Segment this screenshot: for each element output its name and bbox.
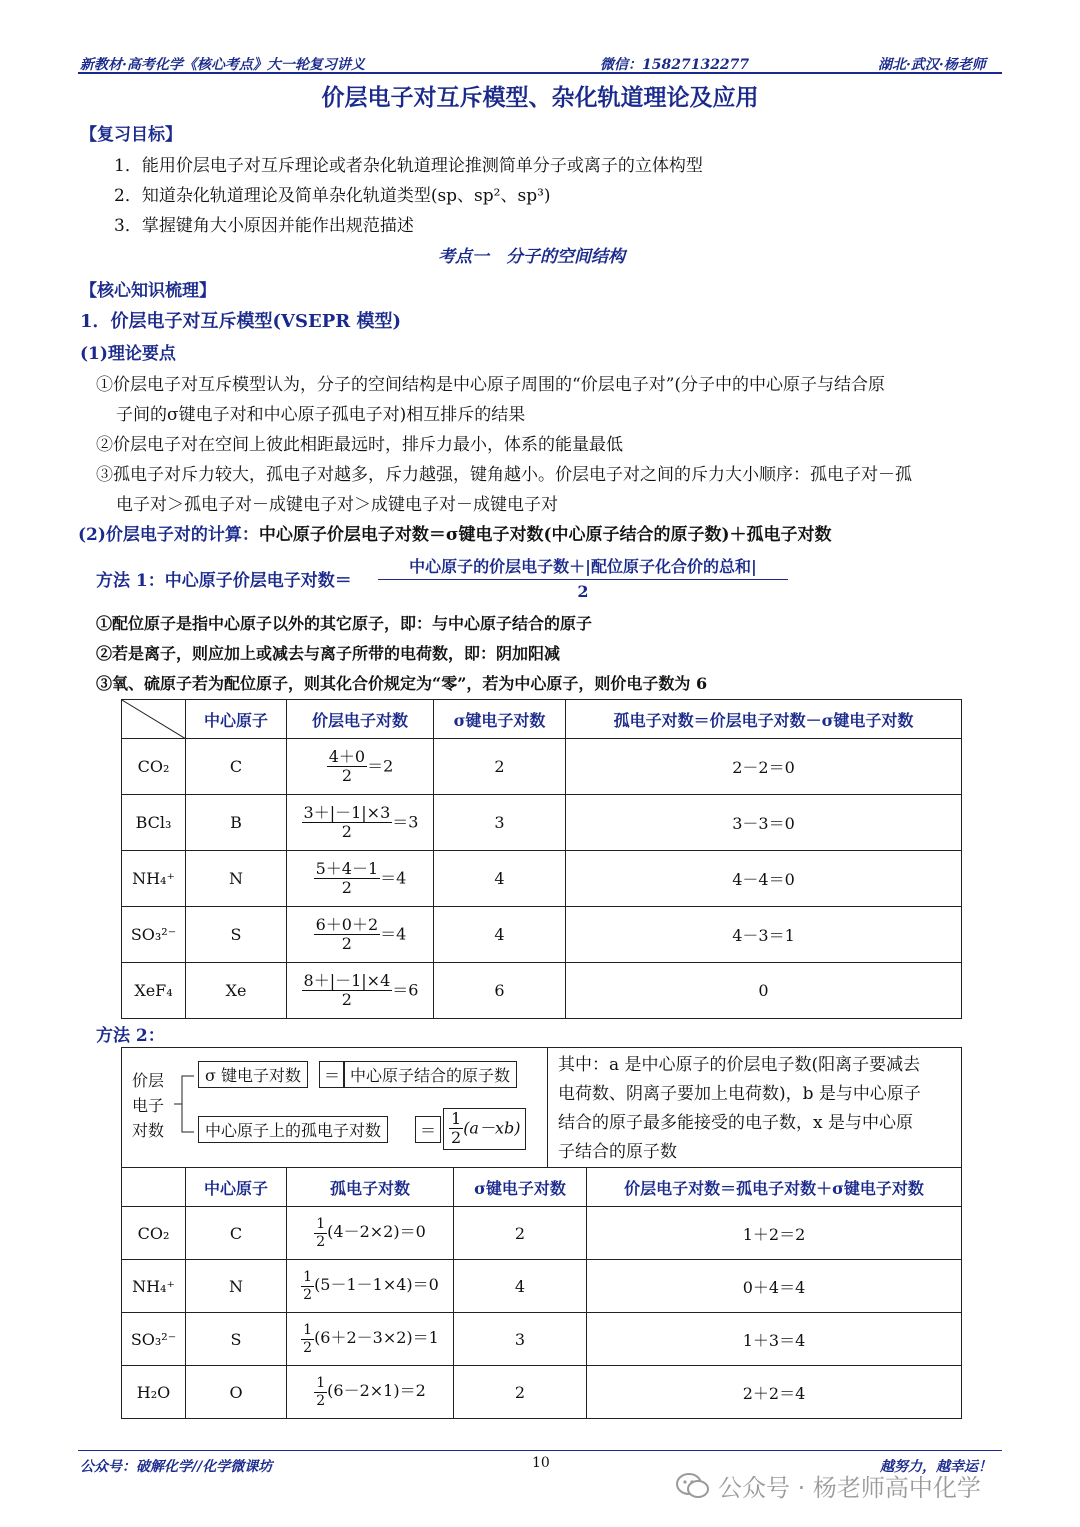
- method-1-numerator: 中心原子的价层电子数＋|配位原子化合价的总和|: [378, 554, 788, 580]
- note-line-4: 子结合的原子数: [558, 1142, 677, 1162]
- total-cell: 1＋3＝4: [587, 1313, 962, 1366]
- rule-3: ③氧、硫原子若为配位原子，则其化合价规定为“零”，若为中心原子，则价电子数为 6: [96, 674, 708, 693]
- table-row: [122, 963, 962, 1019]
- frac-numerator: 8＋|－1|×4: [303, 970, 391, 990]
- molecule-cell: NH₄⁺: [122, 1260, 186, 1313]
- total-cell: 1＋2＝2: [587, 1207, 962, 1260]
- frac-numerator: 1: [316, 1216, 326, 1233]
- table-header-row: [122, 700, 962, 739]
- col-header-lone-pairs: 孤电子对数: [287, 1168, 454, 1207]
- kaodian-heading: 考点一 分子的空间结构: [438, 247, 625, 267]
- subsection-1-title: (1)理论要点: [80, 344, 176, 364]
- review-heading: 【复习目标】: [80, 125, 182, 145]
- valence-calc-cell: [287, 739, 434, 795]
- footer-right: 越努力，越幸运！: [880, 1459, 992, 1475]
- sigma-cell: 3: [454, 1313, 587, 1366]
- lone-calc-cell: [287, 1313, 454, 1366]
- molecule-cell: SO₃²⁻: [122, 1313, 186, 1366]
- table-row: [122, 1366, 962, 1419]
- center-atoms-box: 中心原子结合的原子数: [343, 1061, 517, 1088]
- footer-left: 公众号：破解化学//化学微课坊: [80, 1459, 273, 1475]
- method-1-denominator: 2: [577, 582, 589, 601]
- sigma-cell: 4: [454, 1260, 587, 1313]
- col-header-lone-pairs: 孤电子对数＝价层电子对数－σ键电子对数: [566, 700, 962, 739]
- table-row: [122, 851, 962, 907]
- sigma-cell: 6: [434, 963, 566, 1019]
- center-atom-cell: C: [186, 739, 287, 795]
- frac-denominator: 2: [341, 878, 352, 897]
- watermark: [676, 1468, 981, 1503]
- frac-denominator: 2: [341, 990, 352, 1009]
- formula-numerator: 1: [451, 1109, 462, 1128]
- sigma-cell: 3: [434, 795, 566, 851]
- frac-denominator: 2: [303, 1339, 313, 1356]
- bracket-line: [174, 1074, 198, 1134]
- molecule-cell: CO₂: [122, 1207, 186, 1260]
- total-cell: 2＋2＝4: [587, 1366, 962, 1419]
- lone-expr: (6＋2－3×2)＝1: [314, 1328, 439, 1348]
- lone-cell: 2－2＝0: [566, 739, 962, 795]
- col-header-center-atom: 中心原子: [186, 700, 287, 739]
- review-item-3: 3．掌握键角大小原因并能作出规范描述: [114, 216, 414, 236]
- table-row: [122, 1260, 962, 1313]
- formula-rest: (a－xb): [463, 1118, 521, 1138]
- sigma-cell: 2: [454, 1366, 587, 1419]
- molecule-cell: BCl₃: [122, 795, 186, 851]
- method-2-label: 方法 2：: [96, 1026, 165, 1046]
- frac-denominator: 2: [341, 934, 352, 953]
- col-header-sigma-pairs: σ键电子对数: [454, 1168, 587, 1207]
- center-atom-cell: Xe: [186, 963, 287, 1019]
- molecule-cell: NH₄⁺: [122, 851, 186, 907]
- col-header-center-atom: 中心原子: [186, 1168, 287, 1207]
- lone-cell: 0: [566, 963, 962, 1019]
- formula-box: [443, 1108, 526, 1150]
- subsection-2-text: 中心原子价层电子对数＝σ键电子对数(中心原子结合的原子数)＋孤电子对数: [258, 525, 832, 545]
- subsection-2: [78, 520, 832, 545]
- review-item-1: 1．能用价层电子对互斥理论或者杂化轨道理论推测简单分子或离子的立体构型: [114, 156, 703, 176]
- method-2-divider: [547, 1048, 548, 1168]
- table-method-1: [121, 699, 962, 1019]
- center-atom-cell: B: [186, 795, 287, 851]
- wechat-icon: [676, 1472, 710, 1500]
- point-3b: 电子对＞孤电子对－成键电子对＞成键电子对－成键电子对: [116, 495, 558, 515]
- note-line-2: 电荷数、阴离子要加上电荷数)，b 是与中心原子: [558, 1084, 921, 1104]
- sigma-cell: 4: [434, 851, 566, 907]
- valence-calc-cell: [287, 851, 434, 907]
- diagonal-corner-cell: [122, 700, 186, 739]
- header-center: 微信：15827132277: [600, 57, 750, 73]
- valence-calc-cell: [287, 963, 434, 1019]
- note-line-1: 其中：a 是中心原子的价层电子数(阳离子要减去: [558, 1055, 921, 1075]
- formula-denominator: 2: [451, 1128, 462, 1148]
- empty-corner-cell: [122, 1168, 186, 1207]
- sigma-cell: 2: [454, 1207, 587, 1260]
- frac-result: ＝6: [392, 980, 419, 999]
- rule-2: ②若是离子，则应加上或减去与离子所带的电荷数，即：阴加阳减: [96, 644, 561, 663]
- watermark-text: 公众号 · 杨老师高中化学: [718, 1474, 981, 1502]
- lone-expr: (4－2×2)＝0: [327, 1222, 426, 1242]
- frac-result: ＝4: [380, 924, 407, 943]
- center-atom-cell: N: [186, 851, 287, 907]
- lone-cell: 3－3＝0: [566, 795, 962, 851]
- sigma-pairs-box: σ 键电子对数: [198, 1061, 308, 1088]
- lone-calc-cell: [287, 1260, 454, 1313]
- col-header-valence-pairs: 价层电子对数: [287, 700, 434, 739]
- point-1a: ①价层电子对互斥模型认为，分子的空间结构是中心原子周围的“价层电子对”(分子中的中心原子与结合原: [96, 375, 886, 395]
- lone-expr: (6－2×1)＝2: [327, 1381, 426, 1401]
- frac-denominator: 2: [341, 822, 352, 841]
- equals-box-1: ＝: [319, 1061, 345, 1088]
- frac-numerator: 1: [316, 1375, 326, 1392]
- diagonal-line: [122, 700, 186, 739]
- frac-denominator: 2: [341, 766, 352, 785]
- valence-pairs-label: 价层电子对数: [132, 1071, 165, 1140]
- lone-pairs-box: 中心原子上的孤电子对数: [198, 1116, 388, 1143]
- frac-numerator: 1: [303, 1322, 313, 1339]
- molecule-cell: XeF₄: [122, 963, 186, 1019]
- point-1b: 子间的σ键电子对和中心原子孤电子对)相互排斥的结果: [116, 405, 526, 425]
- frac-numerator: 3＋|－1|×3: [303, 802, 391, 822]
- point-3a: ③孤电子对斥力较大，孤电子对越多，斥力越强，键角越小。价层电子对之间的斥力大小顺序：孤电子对－孤: [96, 465, 912, 485]
- lone-calc-cell: [287, 1366, 454, 1419]
- table-row: [122, 1207, 962, 1260]
- molecule-cell: H₂O: [122, 1366, 186, 1419]
- center-atom-cell: S: [186, 1313, 287, 1366]
- table-row: [122, 1313, 962, 1366]
- lone-cell: 4－4＝0: [566, 851, 962, 907]
- method-1-label: 方法 1：中心原子价层电子对数＝: [96, 571, 352, 591]
- center-atom-cell: C: [186, 1207, 287, 1260]
- frac-denominator: 2: [316, 1392, 326, 1409]
- table-method-2: [121, 1167, 962, 1419]
- lone-cell: 4－3＝1: [566, 907, 962, 963]
- center-atom-cell: N: [186, 1260, 287, 1313]
- frac-denominator: 2: [303, 1286, 313, 1303]
- point-2: ②价层电子对在空间上彼此相距最远时，排斥力最小，体系的能量最低: [96, 435, 623, 455]
- frac-numerator: 1: [303, 1269, 313, 1286]
- footer-rule: [78, 1450, 1002, 1451]
- header-right: 湖北·武汉·杨老师: [878, 57, 986, 73]
- header-rule: [78, 72, 1002, 74]
- sigma-cell: 4: [434, 907, 566, 963]
- table-row: [122, 739, 962, 795]
- frac-numerator: 4＋0: [328, 746, 366, 766]
- subsection-2-label: (2)价层电子对的计算：: [78, 525, 259, 545]
- method-2-box: [121, 1047, 962, 1167]
- frac-numerator: 6＋0＋2: [315, 914, 379, 934]
- lone-calc-cell: [287, 1207, 454, 1260]
- table-row: [122, 907, 962, 963]
- col-header-valence-pairs: 价层电子对数＝孤电子对数＋σ键电子对数: [587, 1168, 962, 1207]
- core-heading: 【核心知识梳理】: [80, 281, 216, 301]
- valence-calc-cell: [287, 795, 434, 851]
- rule-1: ①配位原子是指中心原子以外的其它原子，即：与中心原子结合的原子: [96, 614, 593, 633]
- header-left: 新教材·高考化学《核心考点》大一轮复习讲义: [80, 57, 365, 73]
- col-header-sigma-pairs: σ键电子对数: [434, 700, 566, 739]
- note-line-3: 结合的原子最多能接受的电子数，x 是与中心原: [558, 1113, 913, 1133]
- page-number: 10: [532, 1455, 550, 1471]
- molecule-cell: SO₃²⁻: [122, 907, 186, 963]
- equals-box-2: ＝: [415, 1116, 441, 1143]
- page-title: 价层电子对互斥模型、杂化轨道理论及应用: [321, 85, 759, 111]
- table-header-row: [122, 1168, 962, 1207]
- table-row: [122, 795, 962, 851]
- sigma-cell: 2: [434, 739, 566, 795]
- molecule-cell: CO₂: [122, 739, 186, 795]
- review-item-2: 2．知道杂化轨道理论及简单杂化轨道类型(sp、sp²、sp³): [114, 186, 551, 206]
- lone-expr: (5－1－1×4)＝0: [314, 1275, 439, 1295]
- section-1-title: 1．价层电子对互斥模型(VSEPR 模型): [80, 311, 402, 332]
- center-atom-cell: O: [186, 1366, 287, 1419]
- frac-numerator: 5＋4－1: [315, 858, 379, 878]
- center-atom-cell: S: [186, 907, 287, 963]
- frac-result: ＝2: [367, 756, 394, 775]
- frac-denominator: 2: [316, 1233, 326, 1250]
- valence-calc-cell: [287, 907, 434, 963]
- frac-result: ＝3: [392, 812, 419, 831]
- total-cell: 0＋4＝4: [587, 1260, 962, 1313]
- frac-result: ＝4: [380, 868, 407, 887]
